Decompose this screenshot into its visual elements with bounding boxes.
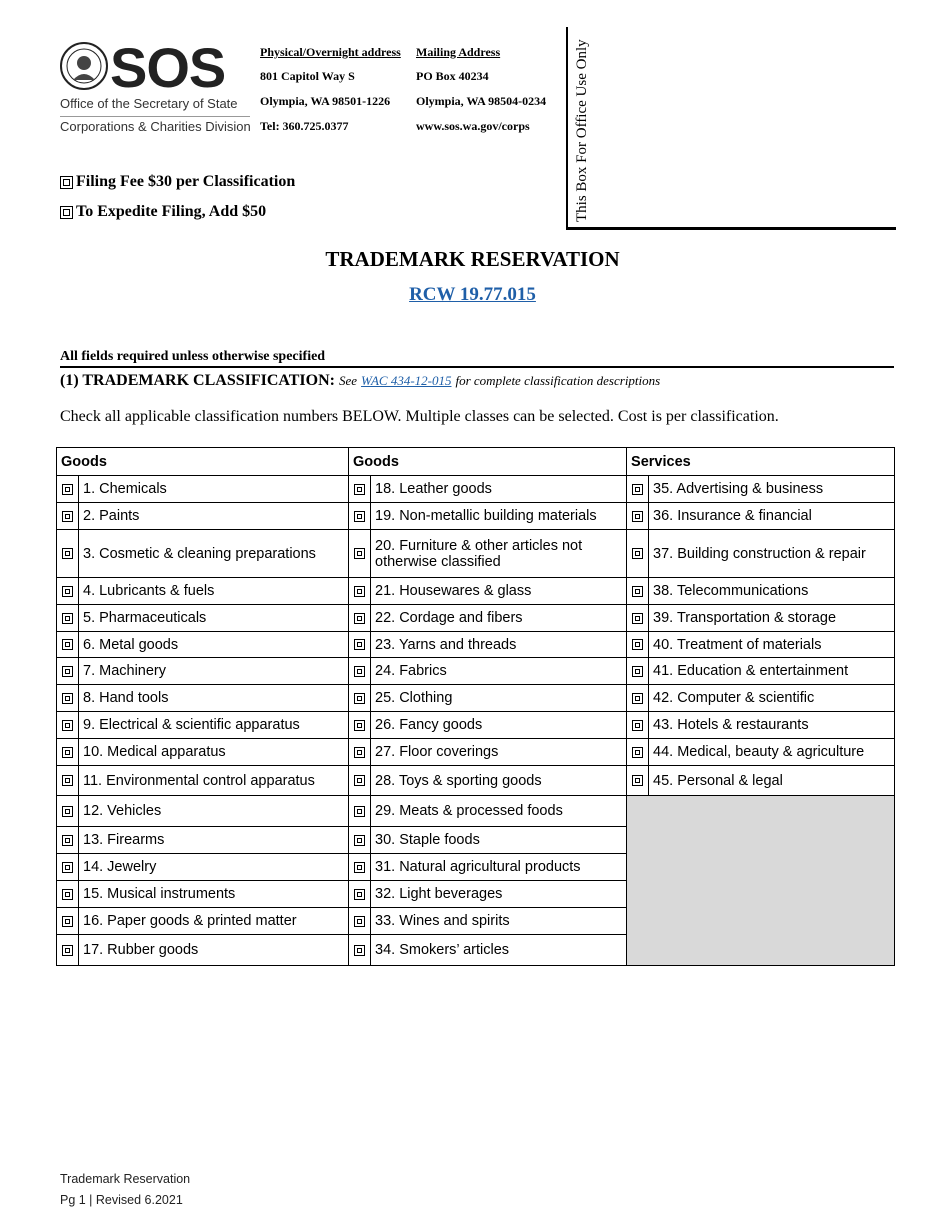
class-checkbox-cell[interactable] bbox=[349, 476, 371, 503]
logo-divider bbox=[60, 116, 250, 117]
class-checkbox-cell[interactable] bbox=[627, 712, 649, 739]
class-checkbox[interactable] bbox=[354, 639, 365, 650]
class-checkbox[interactable] bbox=[62, 639, 73, 650]
class-label: 2. Paints bbox=[79, 503, 349, 530]
class-checkbox[interactable] bbox=[632, 484, 643, 495]
table-row bbox=[57, 503, 895, 530]
class-label: 4. Lubricants & fuels bbox=[79, 578, 349, 605]
class-checkbox[interactable] bbox=[62, 747, 73, 758]
class-checkbox-cell[interactable] bbox=[57, 685, 79, 712]
class-checkbox-cell[interactable] bbox=[349, 712, 371, 739]
class-checkbox-cell[interactable] bbox=[57, 712, 79, 739]
class-checkbox-cell[interactable] bbox=[627, 578, 649, 605]
class-checkbox-cell[interactable] bbox=[349, 796, 371, 827]
class-label: 12. Vehicles bbox=[79, 796, 349, 827]
class-checkbox[interactable] bbox=[62, 511, 73, 522]
table-row bbox=[57, 476, 895, 503]
class-label: 44. Medical, beauty & agriculture bbox=[649, 739, 895, 766]
class-checkbox-cell[interactable] bbox=[57, 827, 79, 854]
class-checkbox[interactable] bbox=[62, 586, 73, 597]
class-checkbox-cell[interactable] bbox=[57, 739, 79, 766]
class-checkbox[interactable] bbox=[62, 889, 73, 900]
class-checkbox-cell[interactable] bbox=[349, 881, 371, 908]
goods-header-2: Goods bbox=[349, 448, 627, 476]
office-use-label: This Box For Office Use Only bbox=[574, 39, 590, 222]
class-checkbox-cell[interactable] bbox=[57, 503, 79, 530]
class-label: 10. Medical apparatus bbox=[79, 739, 349, 766]
class-label: 7. Machinery bbox=[79, 658, 349, 685]
class-label: 40. Treatment of materials bbox=[649, 632, 895, 658]
class-checkbox-cell[interactable] bbox=[349, 685, 371, 712]
class-checkbox[interactable] bbox=[354, 613, 365, 624]
table-row bbox=[57, 578, 895, 605]
class-label: 28. Toys & sporting goods bbox=[371, 766, 627, 796]
class-checkbox[interactable] bbox=[62, 806, 73, 817]
class-checkbox-cell[interactable] bbox=[627, 632, 649, 658]
class-checkbox[interactable] bbox=[354, 806, 365, 817]
class-checkbox-cell[interactable] bbox=[57, 854, 79, 881]
section-divider bbox=[60, 366, 894, 368]
class-checkbox[interactable] bbox=[354, 916, 365, 927]
rcw-link[interactable]: RCW 19.77.015 bbox=[409, 284, 536, 305]
class-checkbox[interactable] bbox=[354, 511, 365, 522]
class-checkbox-cell[interactable] bbox=[57, 766, 79, 796]
class-checkbox-cell[interactable] bbox=[57, 881, 79, 908]
class-checkbox[interactable] bbox=[62, 666, 73, 677]
table-row bbox=[57, 796, 895, 827]
filing-fee-option[interactable] bbox=[60, 173, 295, 191]
class-checkbox-cell[interactable] bbox=[627, 685, 649, 712]
class-checkbox[interactable] bbox=[354, 945, 365, 956]
mailing-address-line2: Olympia, WA 98504-0234 bbox=[416, 94, 547, 108]
table-row bbox=[57, 739, 895, 766]
class-label: 31. Natural agricultural products bbox=[371, 854, 627, 881]
class-label: 36. Insurance & financial bbox=[649, 503, 895, 530]
class-label: 21. Housewares & glass bbox=[371, 578, 627, 605]
class-checkbox-cell[interactable] bbox=[57, 476, 79, 503]
class-checkbox-cell[interactable] bbox=[349, 827, 371, 854]
class-checkbox[interactable] bbox=[62, 835, 73, 846]
table-row bbox=[57, 605, 895, 632]
class-checkbox[interactable] bbox=[632, 586, 643, 597]
filing-fee-label: Filing Fee $30 per Classification bbox=[76, 173, 296, 190]
class-checkbox[interactable] bbox=[632, 548, 643, 559]
class-label: 37. Building construction & repair bbox=[649, 530, 895, 578]
class-checkbox[interactable] bbox=[354, 586, 365, 597]
expedite-label: To Expedite Filing, Add $50 bbox=[76, 203, 267, 220]
classification-table bbox=[56, 447, 895, 966]
class-label: 18. Leather goods bbox=[371, 476, 627, 503]
class-checkbox[interactable] bbox=[354, 835, 365, 846]
class-checkbox-cell[interactable] bbox=[349, 530, 371, 578]
required-note: All fields required unless otherwise specified bbox=[60, 349, 326, 364]
class-checkbox-cell[interactable] bbox=[349, 908, 371, 935]
section1-title: (1) TRADEMARK CLASSIFICATION: bbox=[60, 372, 335, 389]
class-checkbox[interactable] bbox=[354, 693, 365, 704]
class-checkbox-cell[interactable] bbox=[349, 503, 371, 530]
class-checkbox-cell[interactable] bbox=[349, 578, 371, 605]
class-checkbox-cell[interactable] bbox=[57, 796, 79, 827]
classification-instructions: Check all applicable classification numbers BELOW. Multiple classes can be selected. Cost is per classification. bbox=[60, 408, 779, 425]
class-label: 8. Hand tools bbox=[79, 685, 349, 712]
class-checkbox[interactable] bbox=[632, 747, 643, 758]
form-title: TRADEMARK RESERVATION bbox=[325, 247, 620, 271]
class-checkbox[interactable] bbox=[354, 666, 365, 677]
class-label: 17. Rubber goods bbox=[79, 935, 349, 966]
class-label: 25. Clothing bbox=[371, 685, 627, 712]
class-label: 3. Cosmetic & cleaning preparations bbox=[79, 530, 349, 578]
class-checkbox-cell[interactable] bbox=[627, 530, 649, 578]
section1-heading bbox=[60, 372, 660, 390]
wac-link[interactable]: WAC 434-12-015 bbox=[361, 373, 452, 388]
class-checkbox[interactable] bbox=[354, 775, 365, 786]
class-checkbox[interactable] bbox=[62, 720, 73, 731]
class-checkbox[interactable] bbox=[62, 862, 73, 873]
class-label: 23. Yarns and threads bbox=[371, 632, 627, 658]
table-row bbox=[57, 712, 895, 739]
expedite-checkbox[interactable] bbox=[60, 206, 73, 219]
class-label: 27. Floor coverings bbox=[371, 739, 627, 766]
class-checkbox-cell[interactable] bbox=[349, 658, 371, 685]
class-checkbox[interactable] bbox=[632, 720, 643, 731]
sos-logo bbox=[60, 36, 255, 140]
class-checkbox[interactable] bbox=[354, 889, 365, 900]
class-checkbox[interactable] bbox=[632, 775, 643, 786]
class-checkbox-cell[interactable] bbox=[349, 854, 371, 881]
office-use-box bbox=[566, 27, 896, 230]
class-checkbox[interactable] bbox=[354, 747, 365, 758]
logo-wordmark: SOS bbox=[110, 36, 226, 99]
class-checkbox[interactable] bbox=[62, 484, 73, 495]
class-label: 34. Smokers’ articles bbox=[371, 935, 627, 966]
footer-page-info: Pg 1 | Revised 6.2021 bbox=[60, 1193, 183, 1207]
class-label: 45. Personal & legal bbox=[649, 766, 895, 796]
class-checkbox-cell[interactable] bbox=[57, 530, 79, 578]
class-checkbox[interactable] bbox=[632, 693, 643, 704]
class-checkbox-cell[interactable] bbox=[57, 632, 79, 658]
class-checkbox-cell[interactable] bbox=[349, 605, 371, 632]
class-checkbox[interactable] bbox=[62, 693, 73, 704]
class-label: 13. Firearms bbox=[79, 827, 349, 854]
section1-see-tail: for complete classification descriptions bbox=[455, 373, 661, 388]
class-checkbox[interactable] bbox=[62, 548, 73, 559]
services-header: Services bbox=[627, 448, 895, 476]
class-checkbox-cell[interactable] bbox=[627, 658, 649, 685]
class-label: 20. Furniture & other articles not otherwise classified bbox=[371, 530, 627, 578]
class-label: 1. Chemicals bbox=[79, 476, 349, 503]
table-row bbox=[57, 766, 895, 796]
class-checkbox[interactable] bbox=[632, 666, 643, 677]
goods-header-1: Goods bbox=[57, 448, 349, 476]
class-checkbox-cell[interactable] bbox=[627, 476, 649, 503]
class-checkbox-cell[interactable] bbox=[57, 908, 79, 935]
state-seal-icon bbox=[60, 42, 108, 90]
class-label: 26. Fancy goods bbox=[371, 712, 627, 739]
class-checkbox[interactable] bbox=[62, 613, 73, 624]
class-label: 9. Electrical & scientific apparatus bbox=[79, 712, 349, 739]
class-checkbox-cell[interactable] bbox=[57, 935, 79, 966]
mailing-address-website[interactable]: www.sos.wa.gov/corps bbox=[416, 119, 530, 133]
class-label: 15. Musical instruments bbox=[79, 881, 349, 908]
table-row bbox=[57, 530, 895, 578]
class-checkbox[interactable] bbox=[354, 720, 365, 731]
class-label: 39. Transportation & storage bbox=[649, 605, 895, 632]
class-label: 16. Paper goods & printed matter bbox=[79, 908, 349, 935]
class-label: 5. Pharmaceuticals bbox=[79, 605, 349, 632]
class-checkbox-cell[interactable] bbox=[349, 935, 371, 966]
empty-shaded-cell bbox=[627, 796, 895, 966]
class-label: 32. Light beverages bbox=[371, 881, 627, 908]
class-checkbox[interactable] bbox=[632, 613, 643, 624]
physical-address-heading: Physical/Overnight address bbox=[260, 45, 401, 59]
class-label: 29. Meats & processed foods bbox=[371, 796, 627, 827]
class-checkbox-cell[interactable] bbox=[349, 766, 371, 796]
class-checkbox-cell[interactable] bbox=[57, 605, 79, 632]
class-label: 14. Jewelry bbox=[79, 854, 349, 881]
class-checkbox-cell[interactable] bbox=[349, 632, 371, 658]
class-checkbox-cell[interactable] bbox=[627, 503, 649, 530]
class-checkbox[interactable] bbox=[354, 862, 365, 873]
class-checkbox[interactable] bbox=[62, 916, 73, 927]
physical-address-phone: Tel: 360.725.0377 bbox=[260, 119, 349, 133]
class-label: 35. Advertising & business bbox=[649, 476, 895, 503]
expedite-option[interactable] bbox=[60, 203, 266, 221]
class-label: 41. Education & entertainment bbox=[649, 658, 895, 685]
class-label: 6. Metal goods bbox=[79, 632, 349, 658]
class-label: 42. Computer & scientific bbox=[649, 685, 895, 712]
class-label: 11. Environmental control apparatus bbox=[79, 766, 349, 796]
class-label: 19. Non-metallic building materials bbox=[371, 503, 627, 530]
physical-address-line2: Olympia, WA 98501-1226 bbox=[260, 94, 391, 108]
class-checkbox[interactable] bbox=[632, 511, 643, 522]
class-label: 30. Staple foods bbox=[371, 827, 627, 854]
class-checkbox-cell[interactable] bbox=[57, 658, 79, 685]
footer-form-name: Trademark Reservation bbox=[60, 1172, 191, 1186]
class-checkbox[interactable] bbox=[62, 945, 73, 956]
class-label: 38. Telecommunications bbox=[649, 578, 895, 605]
class-label: 43. Hotels & restaurants bbox=[649, 712, 895, 739]
table-row bbox=[57, 685, 895, 712]
mailing-address-line1: PO Box 40234 bbox=[416, 69, 489, 83]
class-label: 22. Cordage and fibers bbox=[371, 605, 627, 632]
class-label: 33. Wines and spirits bbox=[371, 908, 627, 935]
class-checkbox[interactable] bbox=[354, 548, 365, 559]
logo-office-name: Office of the Secretary of State bbox=[60, 96, 238, 111]
section1-see: See bbox=[338, 373, 358, 388]
class-checkbox-cell[interactable] bbox=[349, 739, 371, 766]
class-checkbox[interactable] bbox=[632, 639, 643, 650]
logo-division-name: Corporations & Charities Division bbox=[60, 119, 251, 134]
table-row bbox=[57, 632, 895, 658]
class-checkbox[interactable] bbox=[62, 775, 73, 786]
class-label: 24. Fabrics bbox=[371, 658, 627, 685]
class-checkbox[interactable] bbox=[354, 484, 365, 495]
class-checkbox-cell[interactable] bbox=[57, 578, 79, 605]
mailing-address-heading: Mailing Address bbox=[416, 45, 501, 59]
physical-address-line1: 801 Capitol Way S bbox=[260, 69, 355, 83]
class-checkbox-cell[interactable] bbox=[627, 739, 649, 766]
filing-fee-checkbox[interactable] bbox=[60, 176, 73, 189]
class-checkbox-cell[interactable] bbox=[627, 766, 649, 796]
class-checkbox-cell[interactable] bbox=[627, 605, 649, 632]
table-row bbox=[57, 658, 895, 685]
